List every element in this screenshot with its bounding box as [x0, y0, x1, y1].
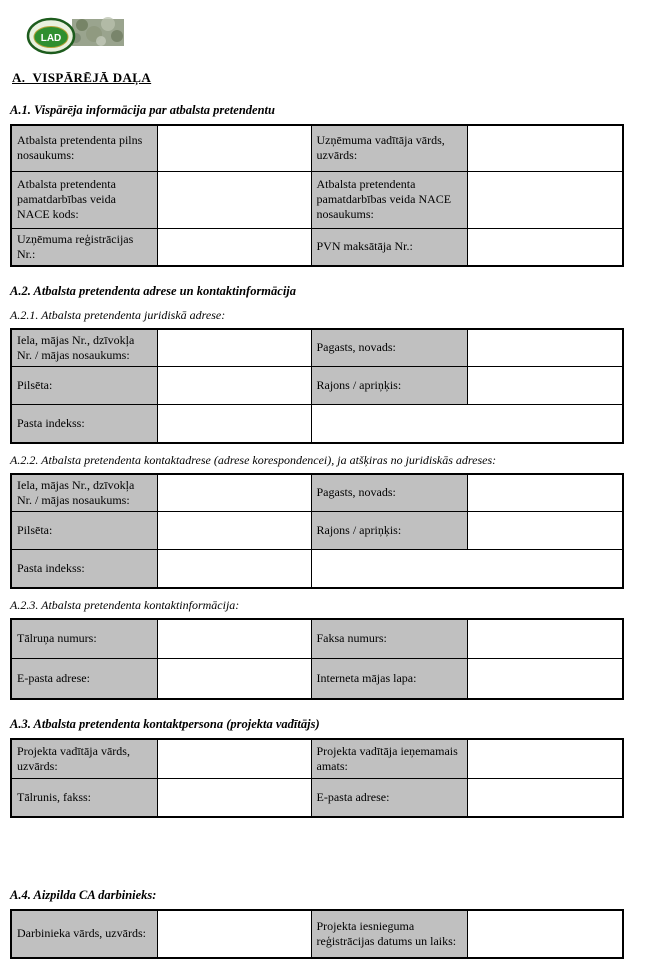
field-value	[467, 367, 623, 405]
field-label: Projekta vadītāja ieņemamais amats:	[311, 739, 467, 779]
field-value	[157, 659, 311, 699]
field-label: Projekta iesnieguma reģistrācijas datums un laiks:	[311, 910, 467, 958]
field-value	[157, 125, 311, 171]
table-a22	[10, 473, 624, 589]
logo-area	[26, 12, 634, 58]
field-value	[467, 659, 623, 699]
heading-a2: A.2. Atbalsta pretendenta adrese un kontaktinformācija	[10, 283, 297, 298]
field-label: Uzņēmuma reģistrācijas Nr.:	[11, 228, 157, 266]
table-row	[11, 474, 623, 512]
lad-logo	[26, 12, 130, 58]
table-row	[11, 659, 623, 699]
field-value	[157, 550, 311, 588]
table-row	[11, 779, 623, 817]
heading-a23: A.2.3. Atbalsta pretendenta kontaktinformācija:	[10, 597, 240, 612]
field-label: Pagasts, novads:	[311, 329, 467, 367]
heading-a1: A.1. Vispārēja informācija par atbalsta pretendentu	[10, 103, 275, 117]
table-row	[11, 405, 623, 443]
table-row	[11, 228, 623, 266]
field-label: Pilsēta:	[11, 512, 157, 550]
field-label: PVN maksātāja Nr.:	[311, 228, 467, 266]
table-a4	[10, 909, 624, 959]
field-value	[157, 171, 311, 228]
field-label: Tālrunis, fakss:	[11, 779, 157, 817]
field-label: Atbalsta pretendenta pamatdarbības veida NACE kods:	[11, 171, 157, 228]
field-value	[157, 405, 311, 443]
table-a23	[10, 618, 624, 700]
field-label: Rajons / apriņķis:	[311, 367, 467, 405]
field-value	[467, 619, 623, 659]
table-row	[11, 739, 623, 779]
table-row	[11, 329, 623, 367]
field-value	[467, 512, 623, 550]
field-value	[157, 228, 311, 266]
heading-a21: A.2.1. Atbalsta pretendenta juridiskā adrese:	[10, 307, 226, 322]
heading-a4: A.4. Aizpilda CA darbinieks:	[10, 887, 157, 902]
lad-oval	[28, 19, 74, 53]
table-row	[11, 171, 623, 228]
field-label: Interneta mājas lapa:	[311, 659, 467, 699]
heading-a22: A.2.2. Atbalsta pretendenta kontaktadrese (adrese korespondencei), ja atšķiras no juridiskās adreses:	[10, 452, 497, 467]
table-a21	[10, 328, 624, 444]
field-label: Pasta indekss:	[11, 550, 157, 588]
field-value	[157, 910, 311, 958]
field-value	[157, 739, 311, 779]
field-label: Faksa numurs:	[311, 619, 467, 659]
field-value	[467, 171, 623, 228]
field-value	[157, 512, 311, 550]
field-value	[157, 474, 311, 512]
field-label: Darbinieka vārds, uzvārds:	[11, 910, 157, 958]
field-label: Pagasts, novads:	[311, 474, 467, 512]
logo-text: LAD	[40, 33, 62, 44]
field-value	[467, 779, 623, 817]
field-label: Atbalsta pretendenta pamatdarbības veida NACE nosaukums:	[311, 171, 467, 228]
field-label: E-pasta adrese:	[11, 659, 157, 699]
field-value	[157, 779, 311, 817]
field-value	[467, 474, 623, 512]
table-row	[11, 619, 623, 659]
field-value	[157, 367, 311, 405]
logo-photo	[71, 17, 124, 46]
field-label: Pilsēta:	[11, 367, 157, 405]
table-row	[11, 512, 623, 550]
field-label: Iela, mājas Nr., dzīvokļa Nr. / mājas nosaukums:	[11, 329, 157, 367]
field-value	[157, 619, 311, 659]
field-value	[467, 329, 623, 367]
field-label: Iela, mājas Nr., dzīvokļa Nr. / mājas nosaukums:	[11, 474, 157, 512]
field-label: Projekta vadītāja vārds, uzvārds:	[11, 739, 157, 779]
table-a3	[10, 738, 624, 818]
field-value	[467, 910, 623, 958]
field-label: Uzņēmuma vadītāja vārds, uzvārds:	[311, 125, 467, 171]
table-row	[11, 910, 623, 958]
field-label: Rajons / apriņķis:	[311, 512, 467, 550]
main-heading: A. VISPĀRĒJĀ DAĻA	[12, 70, 152, 85]
field-label: Atbalsta pretendenta pilns nosaukums:	[11, 125, 157, 171]
field-label: Tālruņa numurs:	[11, 619, 157, 659]
field-label: E-pasta adrese:	[311, 779, 467, 817]
table-a1	[10, 124, 624, 267]
field-value	[467, 228, 623, 266]
field-label: Pasta indekss:	[11, 405, 157, 443]
field-value	[467, 739, 623, 779]
table-row	[11, 550, 623, 588]
table-row	[11, 125, 623, 171]
field-value	[467, 125, 623, 171]
table-row	[11, 367, 623, 405]
field-value	[157, 329, 311, 367]
heading-a3: A.3. Atbalsta pretendenta kontaktpersona (projekta vadītājs)	[10, 716, 320, 731]
